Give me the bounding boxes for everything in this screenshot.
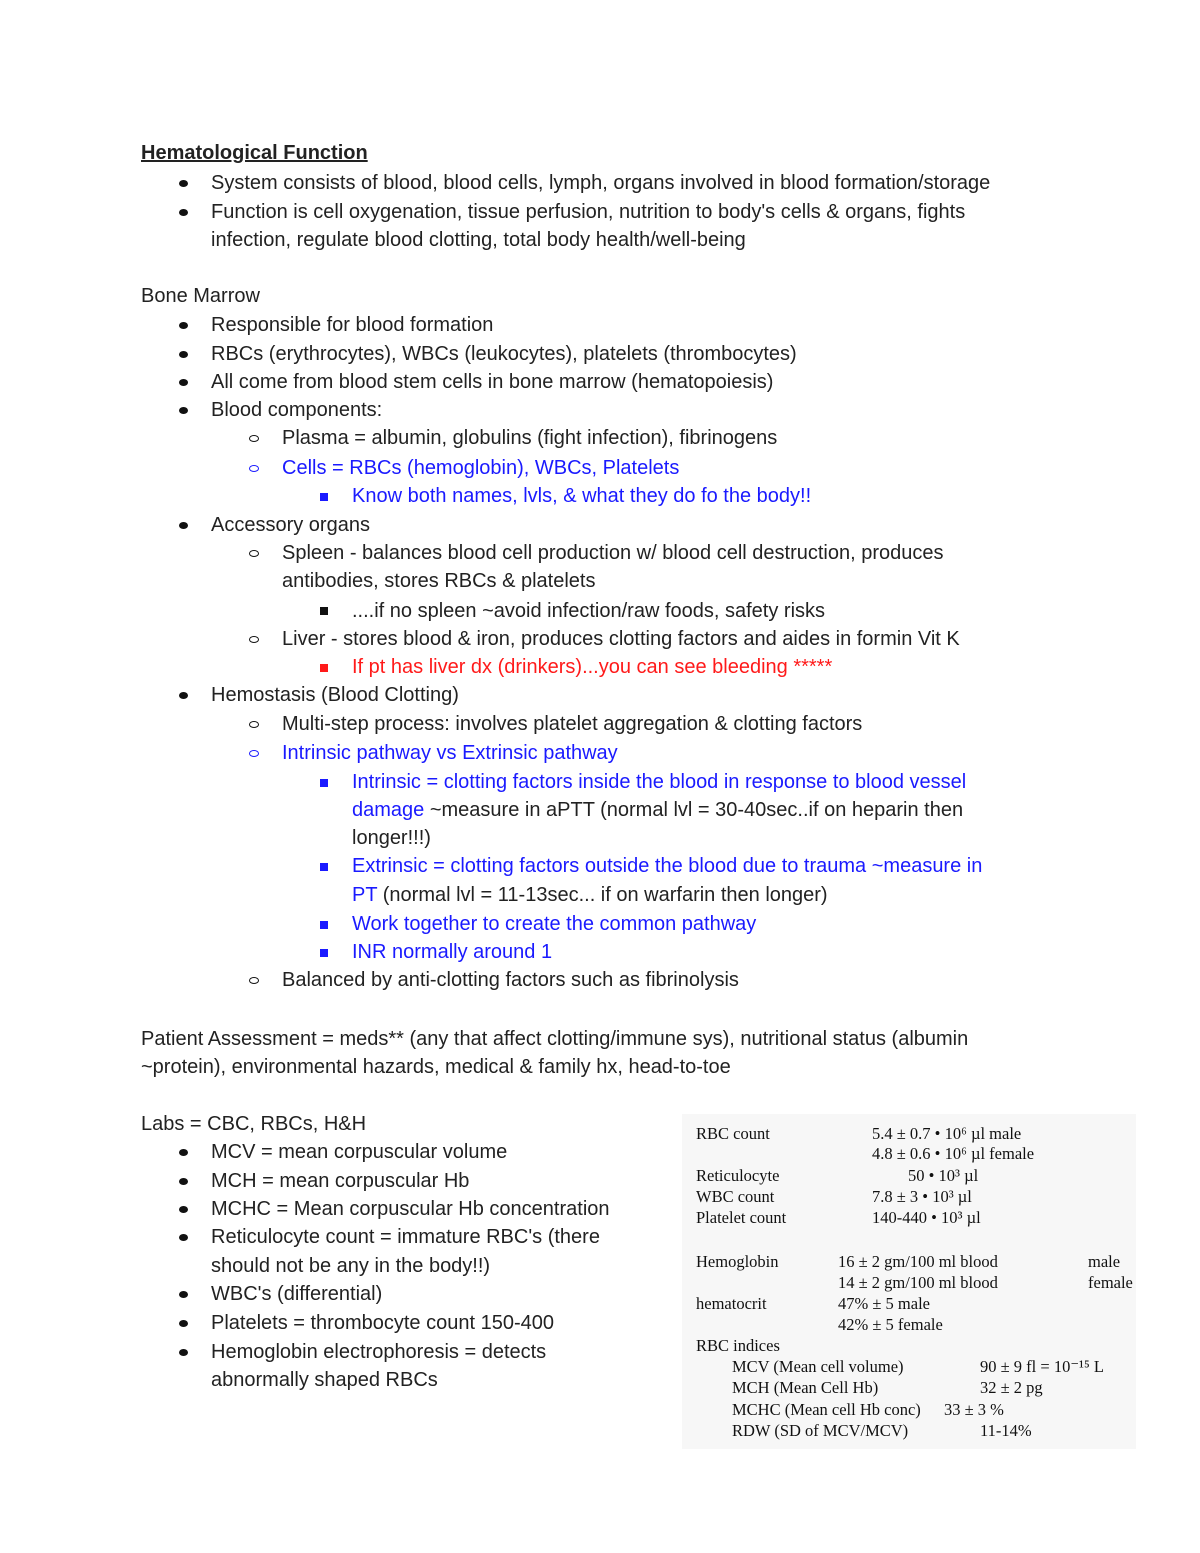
- list-item: Reticulocyte count = immature RBC's (there: [211, 1226, 600, 1248]
- bullet-icon: [179, 407, 188, 414]
- list-subsubitem: INR normally around 1: [352, 941, 553, 963]
- rbc-indices-label: RBC indices: [696, 1336, 780, 1355]
- bullet-icon: [179, 692, 188, 699]
- bullet-icon: [179, 1320, 188, 1327]
- intro-item-2-cont: infection, regulate blood clotting, total body health/well-being: [211, 229, 746, 251]
- list-item: MCH = mean corpuscular Hb: [211, 1170, 470, 1192]
- square-bullet-icon: [320, 921, 328, 929]
- list-subitem: Spleen - balances blood cell production w/ blood cell destruction, produces: [282, 542, 944, 564]
- list-subitem: Intrinsic pathway vs Extrinsic pathway: [282, 742, 618, 764]
- hemoglobin-female-sex: female: [1088, 1273, 1133, 1292]
- list-subsubitem: Extrinsic = clotting factors outside the blood due to trauma ~measure in: [352, 855, 983, 877]
- blue-text-span: PT: [352, 884, 378, 906]
- list-subsubitem: If pt has liver dx (drinkers)...you can see bleeding *****: [352, 656, 833, 678]
- dark-text-span: ~measure in aPTT (normal lvl = 30-40sec..if on heparin then: [424, 799, 964, 821]
- list-item: Accessory organs: [211, 514, 370, 536]
- intro-item-1: System consists of blood, blood cells, lymph, organs involved in blood formation/storage: [211, 172, 991, 194]
- circle-bullet-icon: [249, 465, 259, 472]
- hematocrit-female-value: 42% ± 5 female: [838, 1315, 943, 1334]
- bullet-icon: [179, 1291, 188, 1298]
- dark-text-span: (normal lvl = 11-13sec... if on warfarin then longer): [377, 884, 828, 906]
- platelet-count-label: Platelet count: [696, 1208, 787, 1227]
- bullet-icon: [179, 1349, 188, 1356]
- list-item: MCHC = Mean corpuscular Hb concentration: [211, 1198, 610, 1220]
- list-subitem: Plasma = albumin, globulins (fight infection), fibrinogens: [282, 427, 778, 449]
- reticulocyte-value: 50 • 10³ µl: [908, 1166, 979, 1185]
- wbc-count-label: WBC count: [696, 1187, 775, 1206]
- list-item: Responsible for blood formation: [211, 314, 494, 336]
- page-title: Hematological Function: [141, 142, 368, 164]
- mcv-value: 90 ± 9 fl = 10⁻¹⁵ L: [980, 1357, 1104, 1376]
- reticulocyte-label: Reticulocyte: [696, 1166, 780, 1185]
- list-item-cont: should not be any in the body!!): [211, 1255, 491, 1277]
- square-bullet-icon: [320, 863, 328, 871]
- square-bullet-icon: [320, 607, 328, 615]
- list-subitem: Liver - stores blood & iron, produces clotting factors and aides in formin Vit K: [282, 628, 960, 650]
- bullet-icon: [179, 1149, 188, 1156]
- list-subitem-cont: antibodies, stores RBCs & platelets: [282, 570, 596, 592]
- mch-label: MCH (Mean Cell Hb): [732, 1378, 879, 1397]
- list-item: Hemostasis (Blood Clotting): [211, 684, 459, 706]
- list-subitem: Balanced by anti-clotting factors such as fibrinolysis: [282, 969, 739, 991]
- bullet-icon: [179, 522, 188, 529]
- list-item: All come from blood stem cells in bone marrow (hematopoiesis): [211, 371, 774, 393]
- bullet-icon: [179, 379, 188, 386]
- list-subitem: Multi-step process: involves platelet aggregation & clotting factors: [282, 713, 863, 735]
- section-heading-labs: Labs = CBC, RBCs, H&H: [141, 1113, 367, 1135]
- bullet-icon: [179, 209, 188, 216]
- intro-item-2: Function is cell oxygenation, tissue perfusion, nutrition to body's cells & organs, fights: [211, 201, 966, 223]
- list-item: Hemoglobin electrophoresis = detects: [211, 1341, 547, 1363]
- hemoglobin-label: Hemoglobin: [696, 1252, 779, 1271]
- mch-value: 32 ± 2 pg: [980, 1378, 1043, 1397]
- square-bullet-icon: [320, 779, 328, 787]
- assessment-text: Patient Assessment = meds** (any that affect clotting/immune sys), nutritional status (albumin: [141, 1028, 969, 1050]
- hemoglobin-male-sex: male: [1088, 1252, 1121, 1271]
- circle-bullet-icon: [249, 750, 259, 757]
- list-item: Blood components:: [211, 399, 383, 421]
- rbc-count-male-value: 5.4 ± 0.7 • 10⁶ µl male: [872, 1124, 1022, 1143]
- circle-bullet-icon: [249, 977, 259, 984]
- rdw-label: RDW (SD of MCV/MCV): [732, 1421, 909, 1440]
- list-item: Platelets = thrombocyte count 150-400: [211, 1312, 554, 1334]
- circle-bullet-icon: [249, 636, 259, 643]
- bullet-icon: [179, 1234, 188, 1241]
- list-subsubitem: ....if no spleen ~avoid infection/raw foods, safety risks: [352, 600, 826, 622]
- square-bullet-icon: [320, 949, 328, 957]
- bullet-icon: [179, 180, 188, 187]
- mcv-label: MCV (Mean cell volume): [732, 1357, 904, 1376]
- circle-bullet-icon: [249, 550, 259, 557]
- hemoglobin-female-value: 14 ± 2 gm/100 ml blood: [838, 1273, 998, 1292]
- section-heading-bone-marrow: Bone Marrow: [141, 285, 260, 307]
- mchc-label: MCHC (Mean cell Hb conc): [732, 1400, 921, 1419]
- lab-values-table-image: [682, 1114, 1136, 1449]
- list-item: WBC's (differential): [211, 1283, 383, 1305]
- bullet-icon: [179, 322, 188, 329]
- platelet-count-value: 140-440 • 10³ µl: [872, 1208, 981, 1227]
- list-subsubitem-cont: [352, 796, 963, 825]
- bullet-icon: [179, 351, 188, 358]
- bullet-icon: [179, 1206, 188, 1213]
- rbc-count-label: RBC count: [696, 1124, 770, 1143]
- list-item: MCV = mean corpuscular volume: [211, 1141, 508, 1163]
- list-subitem: Cells = RBCs (hemoglobin), WBCs, Platelets: [282, 457, 680, 479]
- hematocrit-label: hematocrit: [696, 1294, 767, 1313]
- list-subsubitem: Intrinsic = clotting factors inside the blood in response to blood vessel: [352, 771, 967, 793]
- assessment-text-cont: ~protein), environmental hazards, medical & family hx, head-to-toe: [141, 1056, 731, 1078]
- rbc-count-female-value: 4.8 ± 0.6 • 10⁶ µl female: [872, 1144, 1035, 1163]
- hemoglobin-male-value: 16 ± 2 gm/100 ml blood: [838, 1252, 998, 1271]
- rdw-value: 11-14%: [980, 1421, 1032, 1440]
- list-subsubitem-cont: longer!!!): [352, 827, 431, 849]
- list-subsubitem: Know both names, lvls, & what they do fo the body!!: [352, 485, 812, 507]
- list-item-cont: abnormally shaped RBCs: [211, 1369, 438, 1391]
- circle-bullet-icon: [249, 435, 259, 442]
- list-item: RBCs (erythrocytes), WBCs (leukocytes), platelets (thrombocytes): [211, 343, 797, 365]
- blue-text-span: damage: [352, 799, 425, 821]
- hematocrit-male-value: 47% ± 5 male: [838, 1294, 930, 1313]
- circle-bullet-icon: [249, 721, 259, 728]
- wbc-count-value: 7.8 ± 3 • 10³ µl: [872, 1187, 972, 1206]
- bullet-icon: [179, 1178, 188, 1185]
- list-subsubitem-cont: [352, 881, 828, 910]
- square-bullet-icon: [320, 664, 328, 672]
- list-subsubitem: Work together to create the common pathway: [352, 913, 757, 935]
- square-bullet-icon: [320, 493, 328, 501]
- mchc-value: 33 ± 3 %: [944, 1400, 1004, 1419]
